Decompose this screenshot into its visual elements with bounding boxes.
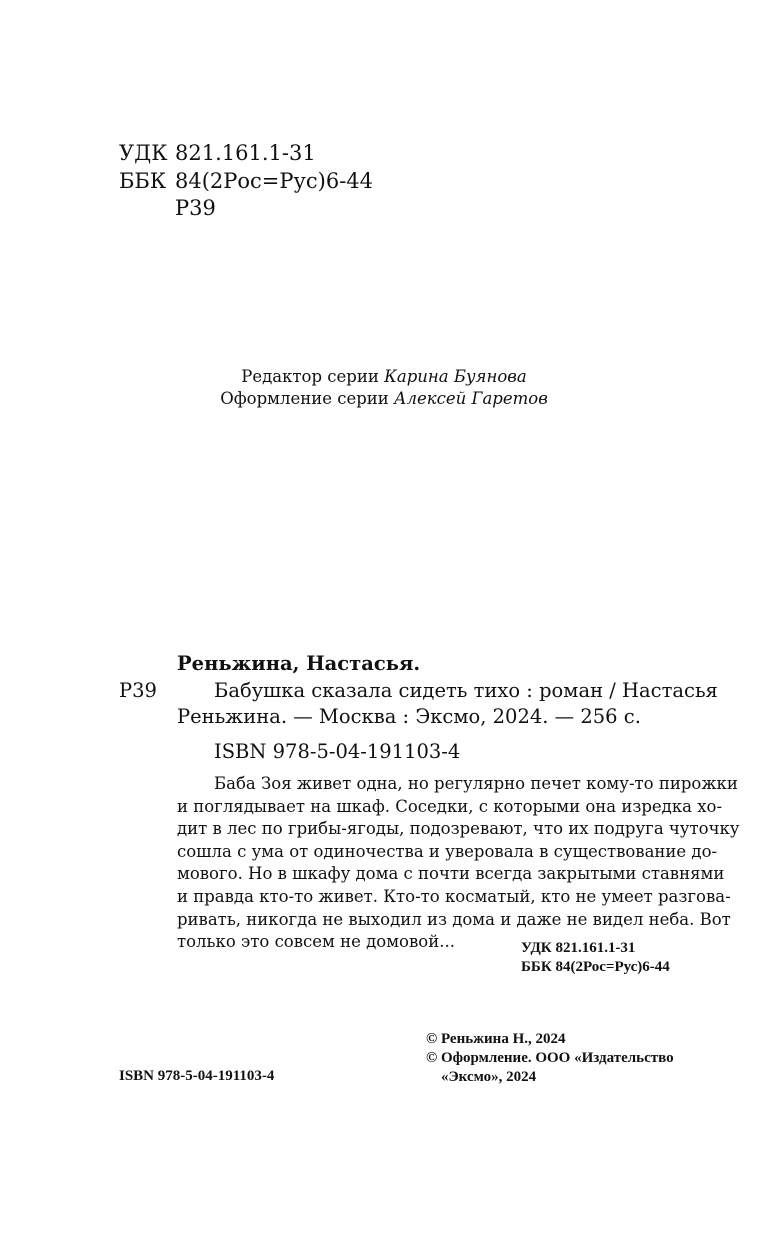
design-name: Алексей Гаретов: [394, 389, 548, 408]
udk-value: 821.161.1-31: [175, 141, 316, 165]
footer-isbn: ISBN 978-5-04-191103-4: [119, 1068, 275, 1084]
annotation-line: Баба Зоя живет одна, но регулярно печет кому-то пирожки: [214, 774, 738, 793]
copyright-author: © Реньжина Н., 2024: [426, 1031, 566, 1047]
editor-name: Карина Буянова: [384, 367, 527, 386]
biblio-author-mark: Р39: [119, 679, 157, 702]
biblio-line-1: Бабушка сказала сидеть тихо : роман / Настасья: [214, 679, 718, 702]
author-mark: Р39: [175, 196, 216, 220]
series-editor-line: [0, 366, 768, 388]
editor-label: Редактор серии: [241, 367, 379, 386]
biblio-isbn: ISBN 978-5-04-191103-4: [214, 740, 461, 763]
annotation-line: сошла с ума от одиночества и уверовала в существование до-: [177, 841, 718, 861]
bbk-value: 84(2Рос=Рус)6-44: [175, 169, 374, 193]
annotation-line: мового. Но в шкафу дома с почти всегда закрытыми ставнями: [177, 864, 725, 884]
annotation-line: только это совсем не домовой...: [177, 932, 455, 952]
udk-label: УДК: [119, 141, 168, 165]
series-design-line: [0, 388, 768, 410]
bbk-label: ББК: [119, 169, 167, 193]
index-udk: УДК 821.161.1-31: [521, 940, 636, 956]
annotation-line: и правда кто-то живет. Кто-то косматый, кто не умеет разгова-: [177, 887, 731, 906]
annotation-line: дит в лес по грибы-ягоды, подозревают, что их подруга чуточку: [177, 819, 740, 839]
biblio-line-2: Реньжина. — Москва : Эксмо, 2024. — 256 с.: [177, 705, 641, 728]
annotation-line: ривать, никогда не выходил из дома и даже не видел неба. Вот: [177, 909, 731, 929]
author-heading: Реньжина, Настасья.: [177, 652, 421, 675]
copyright-design: © Оформление. ООО «Издательство: [426, 1050, 674, 1066]
design-label: Оформление серии: [220, 389, 389, 408]
annotation-line: и поглядывает на шкаф. Соседки, с которыми она изредка хо-: [177, 796, 723, 816]
copyright-publisher: «Эксмо», 2024: [441, 1069, 537, 1085]
index-bbk: ББК 84(2Рос=Рус)6-44: [521, 959, 670, 975]
